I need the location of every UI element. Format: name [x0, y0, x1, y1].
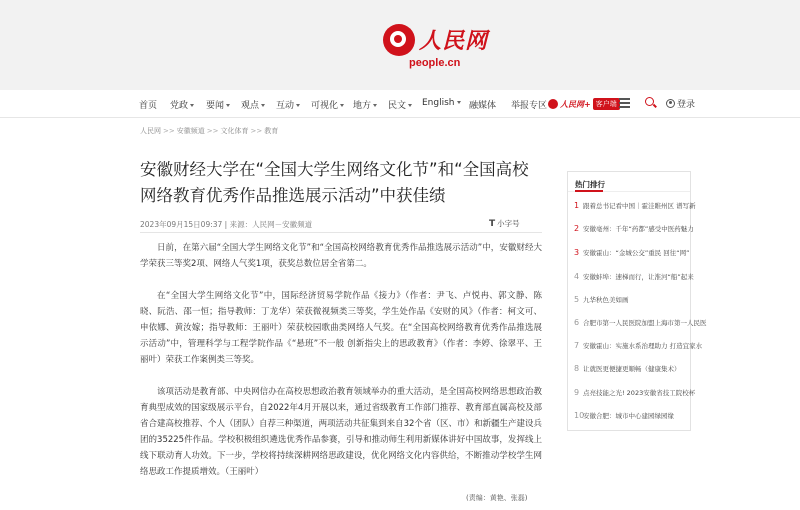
- breadcrumb-link-subsection[interactable]: 教育: [264, 127, 279, 135]
- app-tag: 客户端: [593, 98, 620, 110]
- logo-domain: people.cn: [409, 57, 461, 69]
- font-size-toggle[interactable]: [489, 218, 520, 229]
- people-logo-icon: [383, 24, 415, 56]
- nav-home[interactable]: 首页: [139, 101, 158, 111]
- chevron-down-icon: [340, 104, 344, 107]
- nav-party[interactable]: 党政: [170, 98, 194, 111]
- hot-item[interactable]: 10安徽合肥：城市中心建园绿园缘: [574, 411, 674, 420]
- nav-ethnic[interactable]: 民文: [388, 98, 412, 111]
- chevron-down-icon: [457, 101, 461, 104]
- breadcrumb-link-home[interactable]: 人民网: [140, 127, 161, 135]
- logo-text: 人民网: [419, 28, 489, 54]
- font-size-label: 小字号: [497, 219, 520, 228]
- app-name: 人民网+: [560, 99, 591, 109]
- chevron-down-icon: [226, 104, 230, 107]
- chevron-down-icon: [190, 104, 194, 107]
- login-label: 登录: [677, 100, 696, 110]
- font-size-icon: T: [489, 219, 496, 229]
- chevron-down-icon: [373, 104, 377, 107]
- chevron-down-icon: [296, 104, 300, 107]
- hot-item[interactable]: 5 九华秋色美如画: [574, 295, 629, 304]
- breadcrumb-separator: >>: [163, 127, 175, 135]
- hot-item[interactable]: 8 让就医更便捷更顺畅（健康集术）: [574, 364, 681, 373]
- breadcrumb: [140, 126, 278, 136]
- article-paragraph: 在“全国大学生网络文化节”中，国际经济贸易学院作品《接力》（作者：尹飞、卢悦冉、郭文静、陈晓、阮浩、邵一恒；指导教师：丁龙华）荣获微视频类三等奖，学生处作品《安财的风》（作者：柯文可、申依娜、黄汝嫁；指导教师：王丽叶）荣获校园歌曲类网络人气奖。在“全国高校网络教育优秀作品推选展示活动”中，管理科学与工程学院作品《“悬班”不一般 创新指尖上的思政教育》（作者：李婷、徐翠平、王丽叶）荣获工作案例类三等奖。: [140, 291, 542, 365]
- hamburger-menu-icon[interactable]: [619, 98, 630, 108]
- login-button[interactable]: [666, 96, 695, 111]
- hot-item[interactable]: 4 安徽蚌埠：速梯而行，让淮河“船”起来: [574, 272, 694, 281]
- user-icon: [666, 99, 675, 108]
- breadcrumb-link-channel[interactable]: 安徽频道: [176, 127, 205, 135]
- hot-item[interactable]: 7 安徽霍山：实施水系治理助力 打造宜家水: [574, 341, 703, 350]
- search-icon[interactable]: [645, 97, 657, 109]
- app-download-badge[interactable]: [548, 97, 620, 111]
- panel-accent: [575, 190, 603, 192]
- nav-interact[interactable]: 互动: [276, 98, 300, 111]
- hot-ranking-panel: [567, 171, 707, 431]
- breadcrumb-separator: >>: [250, 127, 263, 135]
- hot-item[interactable]: 6 合肥市第一人民医院加盟上海市第一人民医: [574, 318, 707, 327]
- site-header: [0, 0, 800, 90]
- nav-local[interactable]: 地方: [353, 98, 377, 111]
- nav-visual[interactable]: 可视化: [311, 98, 344, 111]
- people-logo[interactable]: [379, 22, 489, 70]
- article-paragraph: 日前，在第六届“全国大学生网络文化节”和“全国高校网络教育优秀作品推选展示活动”中，安徽财经大学荣获三等奖2项、网络人气奖1项，获奖总数位居全省第二。: [140, 243, 542, 269]
- hot-ranking-title: 热门排行: [575, 180, 605, 189]
- nav-english[interactable]: English: [422, 98, 461, 108]
- nav-media[interactable]: 融媒体: [469, 101, 497, 111]
- breadcrumb-separator: >>: [206, 127, 219, 135]
- article-paragraph: 该项活动是教育部、中央网信办在高校思想政治教育领域举办的重大活动，是全国高校网络思想政治教育典型成效的国家级展示平台，自2022年4月开展以来，通过省级教育工作部门推荐、教育部直属高校及部省合建高校推荐、个人（团队）自荐三种渠道，两项活动共征集到来自32个省（区、市）和新疆生产建设兵团的35225件作品。学校积极组织遴选优秀作品参赛，引导和推动师生利用新媒体讲好中国故事，发挥线上线下联动育人功效。下一步，学校将持续深耕网络思政建设，优化网络文化内容供给，不断推动学校学生网络思政工作提质增效。（王丽叶）: [140, 387, 542, 477]
- hot-item[interactable]: 2 安徽亳州：千年“药都”感受中医药魅力: [574, 224, 694, 233]
- nav-opinion[interactable]: 观点: [241, 98, 265, 111]
- article-title: 安徽财经大学在“全国大学生网络文化节”和“全国高校网络教育优秀作品推选展示活动”中获佳绩: [140, 160, 529, 205]
- hot-item[interactable]: 9 点亮技能之光! 2023安徽省技工院校杯: [574, 388, 696, 397]
- main-nav: [0, 90, 800, 118]
- nav-news[interactable]: 要闻: [206, 98, 230, 111]
- title-divider: [140, 232, 542, 233]
- nav-report[interactable]: 举报专区: [511, 101, 548, 111]
- chevron-down-icon: [261, 104, 265, 107]
- chevron-down-icon: [408, 104, 412, 107]
- breadcrumb-link-section[interactable]: 文化体育: [220, 127, 249, 135]
- hot-item[interactable]: 3 安徽霍山：“金城公交”重民 回往“网”: [574, 248, 690, 257]
- article-editor: (责编：黄艳、张磊): [466, 494, 528, 502]
- app-logo-icon: [548, 99, 558, 109]
- hot-item[interactable]: 1 跟着总书记看中国｜霍洼睢州区 谱写新: [574, 201, 696, 210]
- article-meta: 2023年09月15日09:37 | 来源：人民网－安徽频道: [140, 220, 313, 229]
